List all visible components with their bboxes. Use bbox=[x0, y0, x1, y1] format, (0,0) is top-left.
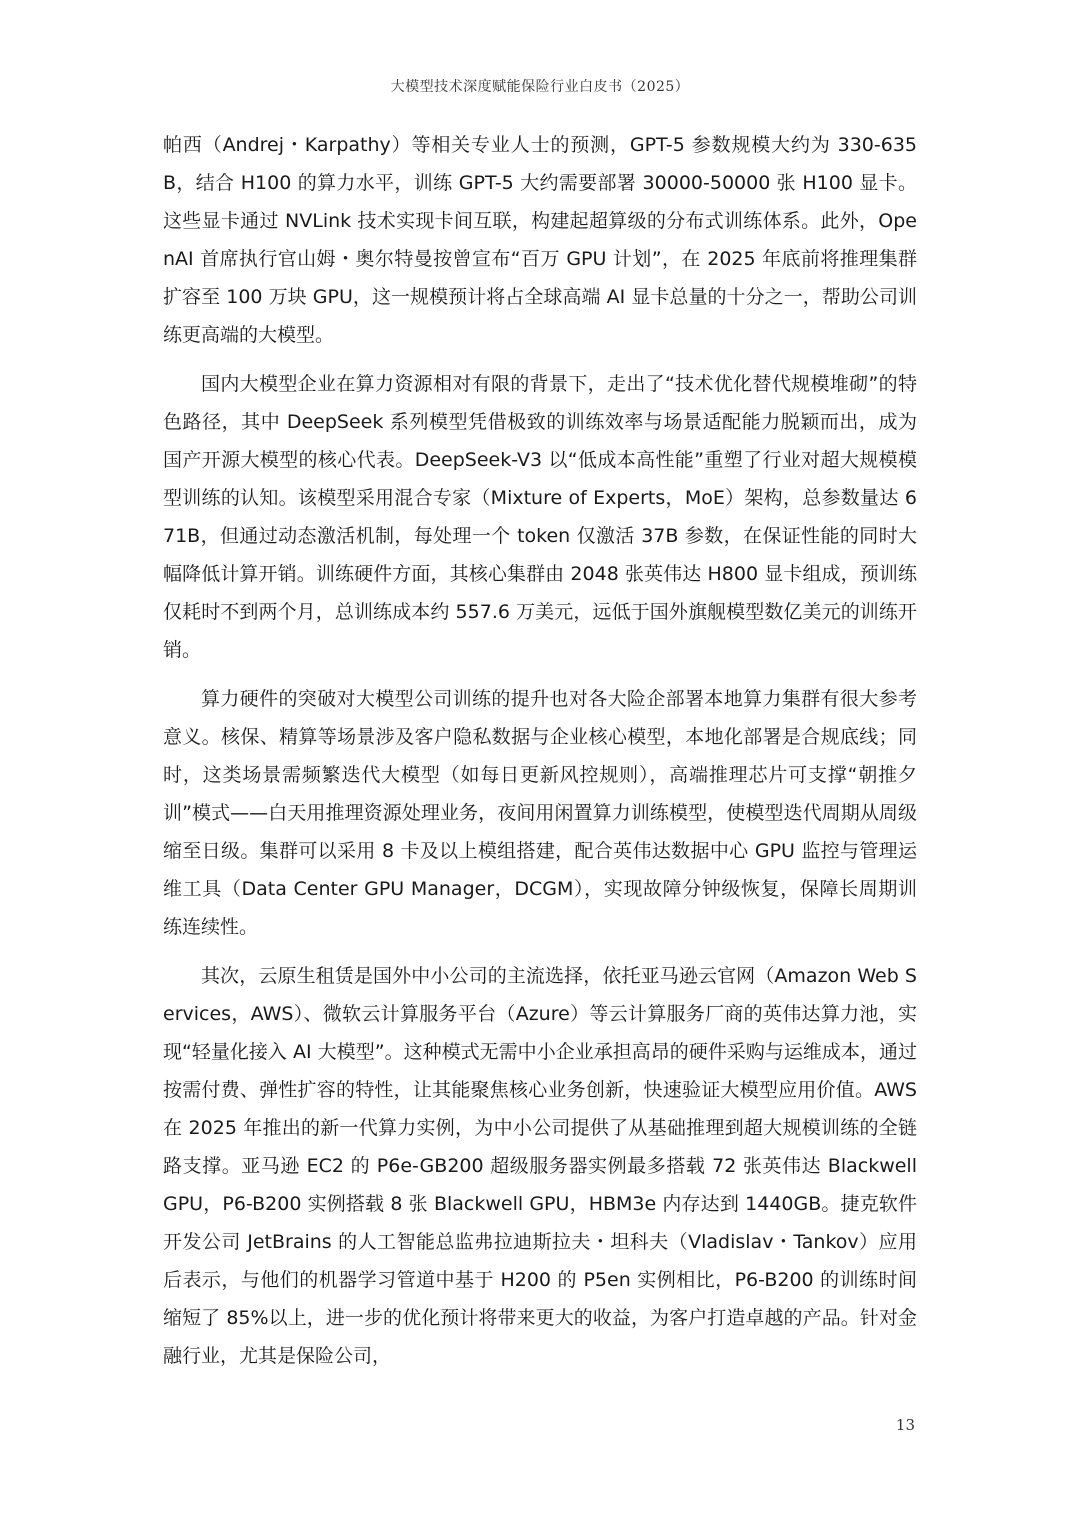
paragraph-4: 其次，云原生租赁是国外中小公司的主流选择，依托亚马逊云官网（Amazon Web Services，AWS）、微软云计算服务平台（Azure）等云计算服务厂商的英伟达算力池，实现“轻量化接入 AI 大模型”。这种模式无需中小企业承担高昂的硬件采购与运维成本，通过按需付费、弹性扩容的特性，让其能聚焦核心业务创新，快速验证大模型应用价值。AWS 在 2025 年推出的新一代算力实例，为中小公司提供了从基础推理到超大规模训练的全链路支撑。亚马逊 EC2 的 P6e-GB200 超级服务器实例最多搭载 72 张英伟达 Blackwell GPU，P6-B200 实例搭载 8 张 Blackwell GPU，HBM3e 内存达到 1440GB。捷克软件开发公司 JetBrains 的人工智能总监弗拉迪斯拉夫・坦科夫（Vladislav・Tankov）应用后表示，与他们的机器学习管道中基于 H200 的 P5en 实例相比，P6-B200 的训练时间缩短了 85%以上，进一步的优化预计将带来更大的收益，为客户打造卓越的产品。针对金融行业，尤其是保险公司， bbox=[163, 965, 917, 1367]
paragraph-2: 国内大模型企业在算力资源相对有限的背景下，走出了“技术优化替代规模堆砌”的特色路径，其中 DeepSeek 系列模型凭借极致的训练效率与场景适配能力脱颖而出，成为国产开源大模型的核心代表。DeepSeek-V3 以“低成本高性能”重塑了行业对超大规模模型训练的认知。该模型采用混合专家（Mixture of Experts，MoE）架构，总参数量达 671B，但通过动态激活机制，每处理一个 token 仅激活 37B 参数，在保证性能的同时大幅降低计算开销。训练硬件方面，其核心集群由 2048 张英伟达 H800 显卡组成，预训练仅耗时不到两个月，总训练成本约 557.6 万美元，远低于国外旗舰模型数亿美元的训练开销。 bbox=[163, 373, 917, 661]
page-number: 13 bbox=[895, 1416, 915, 1434]
body-text bbox=[163, 126, 917, 1386]
paragraph-3: 算力硬件的突破对大模型公司训练的提升也对各大险企部署本地算力集群有很大参考意义。核保、精算等场景涉及客户隐私数据与企业核心模型，本地化部署是合规底线；同时，这类场景需频繁迭代大模型（如每日更新风控规则），高端推理芯片可支撑“朝推夕训”模式——白天用推理资源处理业务，夜间用闲置算力训练模型，使模型迭代周期从周级缩至日级。集群可以采用 8 卡及以上模组搭建，配合英伟达数据中心 GPU 监控与管理运维工具（Data Center GPU Manager，DCGM），实现故障分钟级恢复，保障长周期训练连续性。 bbox=[163, 688, 917, 938]
running-header: 大模型技术深度赋能保险行业白皮书（2025） bbox=[390, 79, 690, 95]
paragraph-1: 帕西（Andrej・Karpathy）等相关专业人士的预测，GPT-5 参数规模大约为 330-635B，结合 H100 的算力水平，训练 GPT-5 大约需要部署 30000-50000 张 H100 显卡。这些显卡通过 NVLink 技术实现卡间互联，构建起超算级的分布式训练体系。此外，OpenAI 首席执行官山姆・奥尔特曼按曾宣布“百万 GPU 计划”，在 2025 年底前将推理集群扩容至 100 万块 GPU，这一规模预计将占全球高端 AI 显卡总量的十分之一，帮助公司训练更高端的大模型。 bbox=[163, 134, 917, 346]
